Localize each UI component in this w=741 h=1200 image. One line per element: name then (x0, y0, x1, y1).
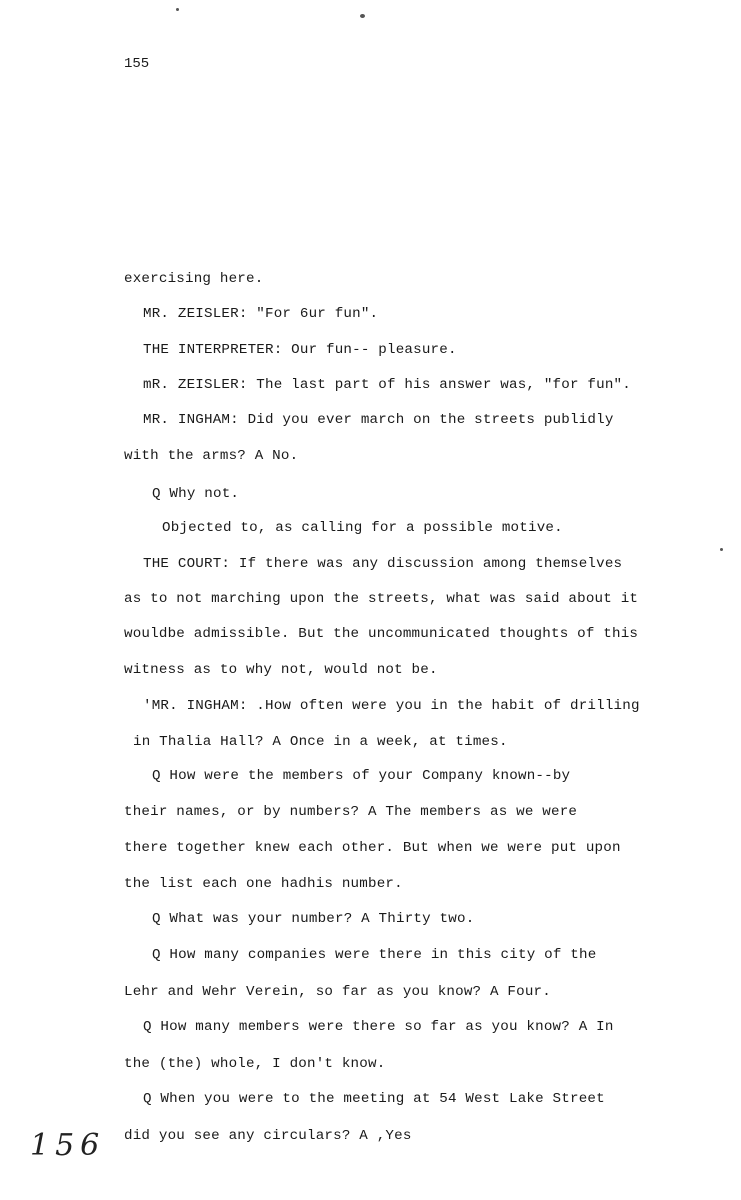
transcript-line: MR. ZEISLER: "For 6ur fun". (143, 306, 379, 322)
transcript-line: MR. INGHAM: Did you ever march on the streets publidly (143, 412, 614, 428)
transcript-line: Q How many companies were there in this city of the (152, 947, 597, 963)
transcript-line: THE COURT: If there was any discussion among themselves (143, 556, 623, 572)
scan-speck (176, 8, 179, 11)
page-number: 155 (124, 56, 150, 72)
transcript-line: their names, or by numbers? A The members as we were (124, 804, 578, 820)
transcript-line: Q When you were to the meeting at 54 West Lake Street (143, 1091, 605, 1107)
transcript-line: 'MR. INGHAM: .How often were you in the habit of drilling (143, 698, 640, 714)
transcript-line: the (the) whole, I don't know. (124, 1056, 386, 1072)
scan-speck (360, 14, 365, 18)
transcript-line: there together knew each other. But when we were put upon (124, 840, 621, 856)
transcript-line: with the arms? A No. (124, 448, 299, 464)
transcript-line: Q What was your number? A Thirty two. (152, 911, 475, 927)
transcript-line: the list each one hadhis number. (124, 876, 403, 892)
transcript-line: mR. ZEISLER: The last part of his answer was, "for fun". (143, 377, 631, 393)
scan-speck (720, 548, 723, 551)
transcript-line: wouldbe admissible. But the uncommunicated thoughts of this (124, 626, 639, 642)
transcript-line: exercising here. (124, 271, 264, 287)
transcript-line: Objected to, as calling for a possible motive. (162, 520, 563, 536)
transcript-line: Q Why not. (152, 486, 240, 502)
transcript-line: Lehr and Wehr Verein, so far as you know? A Four. (124, 984, 551, 1000)
transcript-line: Q How were the members of your Company known--by (152, 768, 571, 784)
transcript-line: in Thalia Hall? A Once in a week, at times. (133, 734, 508, 750)
transcript-line: as to not marching upon the streets, what was said about it (124, 591, 639, 607)
transcript-line: THE INTERPRETER: Our fun-- pleasure. (143, 342, 457, 358)
transcript-line: did you see any circulars? A ,Yes (124, 1128, 412, 1144)
transcript-line: Q How many members were there so far as you know? A In (143, 1019, 614, 1035)
transcript-line: witness as to why not, would not be. (124, 662, 438, 678)
handwritten-page-number: 156 (30, 1128, 106, 1163)
